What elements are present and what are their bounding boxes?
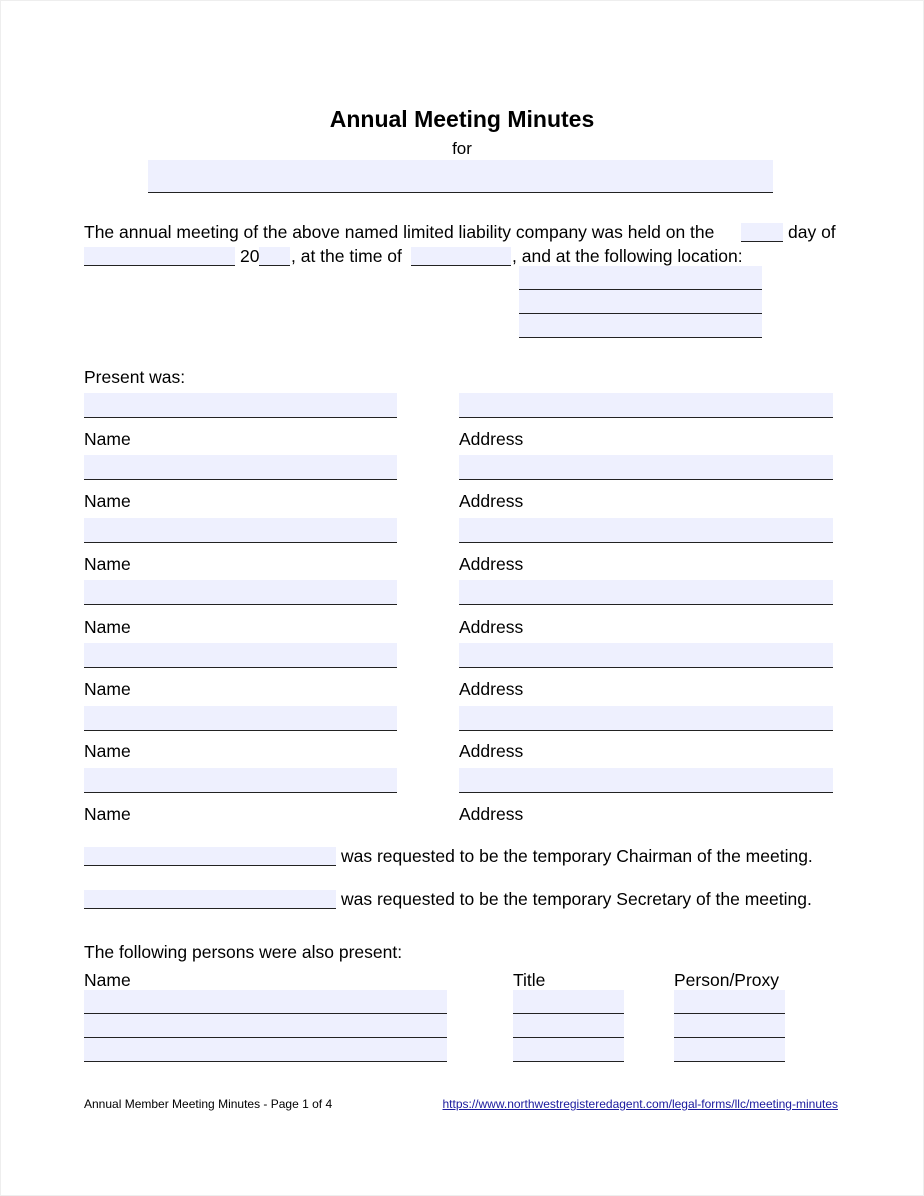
meeting-year-field[interactable]: [259, 247, 290, 266]
attendee-name-field-1[interactable]: [84, 990, 447, 1014]
attendee-title-field-1[interactable]: [513, 990, 624, 1014]
secretary-text: was requested to be the temporary Secretary of the meeting.: [341, 889, 812, 909]
chairman-text: was requested to be the temporary Chairman of the meeting.: [341, 846, 813, 866]
location-line-2[interactable]: [519, 290, 762, 314]
intro-text-5: , and at the following location:: [512, 246, 743, 266]
intro-text-4: , at the time of: [291, 246, 402, 266]
secretary-name-field[interactable]: [84, 890, 336, 909]
for-label: for: [452, 139, 472, 158]
name-label-7: Name: [84, 804, 131, 824]
document-title: Annual Meeting Minutes: [329, 106, 595, 132]
present-address-field-1[interactable]: [459, 393, 833, 418]
present-label: Present was:: [84, 367, 186, 387]
attendee-name-field-2[interactable]: [84, 1014, 447, 1038]
also-present-label: The following persons were also present:: [84, 942, 403, 962]
name-label-3: Name: [84, 554, 131, 574]
attendee-title-field-2[interactable]: [513, 1014, 624, 1038]
meeting-month-field[interactable]: [84, 247, 235, 266]
name-label-4: Name: [84, 617, 131, 637]
chairman-name-field[interactable]: [84, 847, 336, 866]
footer-page-info: Annual Member Meeting Minutes - Page 1 of 4: [84, 1097, 333, 1111]
attendee-proxy-field-3[interactable]: [674, 1038, 785, 1062]
present-name-field-3[interactable]: [84, 518, 397, 543]
address-label-1: Address: [459, 429, 524, 449]
present-address-field-2[interactable]: [459, 455, 833, 480]
present-name-field-2[interactable]: [84, 455, 397, 480]
attendee-proxy-field-1[interactable]: [674, 990, 785, 1014]
company-name-field[interactable]: [148, 160, 773, 193]
column-header-name: Name: [84, 970, 131, 990]
location-line-1[interactable]: [519, 266, 762, 290]
name-label-6: Name: [84, 741, 131, 761]
meeting-time-field[interactable]: [411, 247, 511, 266]
column-header-proxy: Person/Proxy: [674, 970, 780, 990]
column-header-title: Title: [513, 970, 546, 990]
address-label-7: Address: [459, 804, 524, 824]
footer-url-link[interactable]: https://www.northwestregisteredagent.com/legal-forms/llc/meeting-minutes: [442, 1097, 838, 1111]
address-label-6: Address: [459, 741, 524, 761]
present-name-field-7[interactable]: [84, 768, 397, 793]
name-label-2: Name: [84, 491, 131, 511]
present-address-field-7[interactable]: [459, 768, 833, 793]
name-label-1: Name: [84, 429, 131, 449]
address-label-5: Address: [459, 679, 524, 699]
location-line-3[interactable]: [519, 314, 762, 338]
present-address-field-6[interactable]: [459, 706, 833, 731]
address-label-3: Address: [459, 554, 524, 574]
present-name-field-1[interactable]: [84, 393, 397, 418]
name-label-5: Name: [84, 679, 131, 699]
intro-text-3: 20: [240, 246, 260, 266]
present-name-field-5[interactable]: [84, 643, 397, 668]
intro-text-2: day of: [788, 222, 836, 242]
present-address-field-5[interactable]: [459, 643, 833, 668]
intro-text-1: The annual meeting of the above named limited liability company was held on the: [84, 222, 715, 242]
present-address-field-4[interactable]: [459, 580, 833, 605]
present-name-field-6[interactable]: [84, 706, 397, 731]
meeting-day-field[interactable]: [741, 223, 783, 242]
address-label-2: Address: [459, 491, 524, 511]
present-address-field-3[interactable]: [459, 518, 833, 543]
attendee-title-field-3[interactable]: [513, 1038, 624, 1062]
attendee-name-field-3[interactable]: [84, 1038, 447, 1062]
present-name-field-4[interactable]: [84, 580, 397, 605]
address-label-4: Address: [459, 617, 524, 637]
attendee-proxy-field-2[interactable]: [674, 1014, 785, 1038]
